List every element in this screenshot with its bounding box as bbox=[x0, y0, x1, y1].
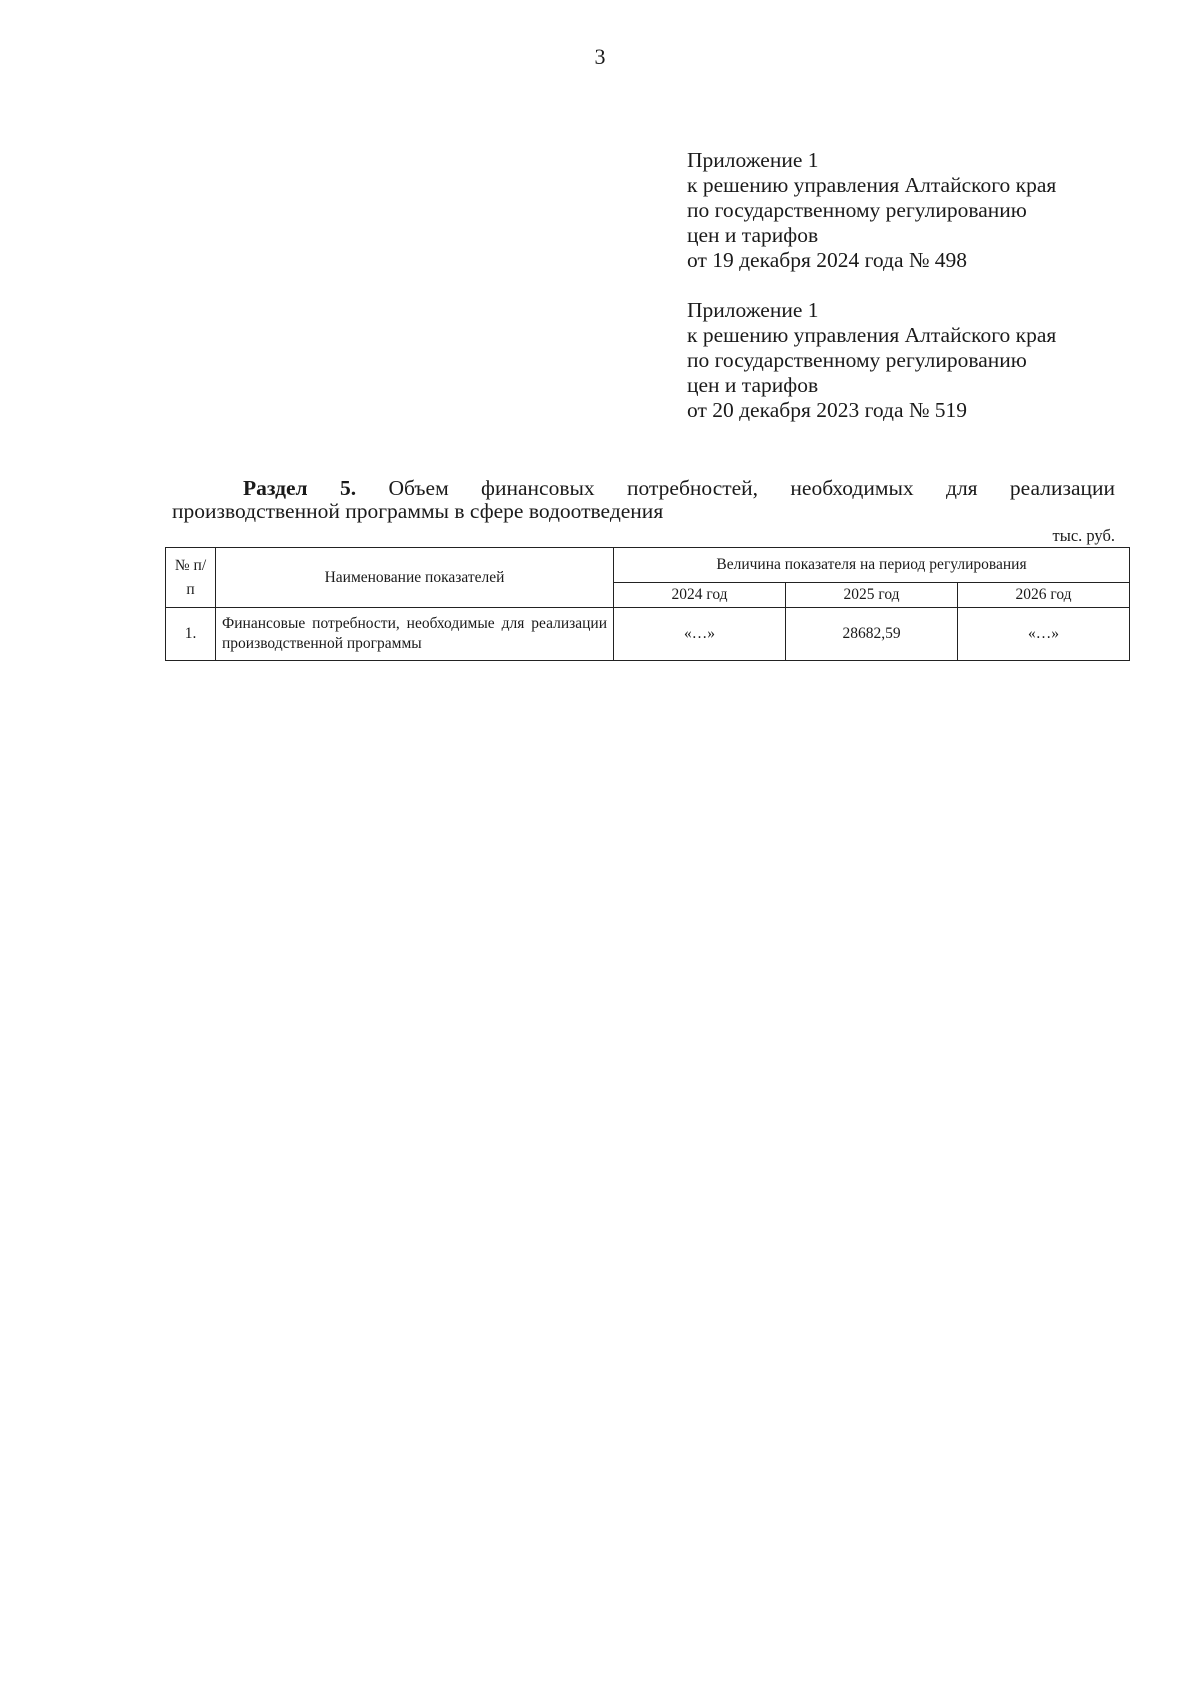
header-name: Наименование показателей bbox=[216, 548, 614, 608]
appendix-line: по государственному регулированию bbox=[687, 348, 1027, 372]
appendix-line: по государственному регулированию bbox=[687, 198, 1027, 222]
row-value-2026: «…» bbox=[958, 608, 1130, 661]
appendix-line: Приложение 1 bbox=[687, 298, 819, 322]
appendix-line: цен и тарифов bbox=[687, 223, 819, 247]
table-row bbox=[166, 608, 1130, 661]
row-num: 1. bbox=[166, 608, 216, 661]
row-value-2025: 28682,59 bbox=[786, 608, 958, 661]
appendix-previous bbox=[687, 298, 1157, 423]
header-year: 2025 год bbox=[786, 583, 958, 608]
appendix-line: цен и тарифов bbox=[687, 373, 819, 397]
appendix-line: от 20 декабря 2023 года № 519 bbox=[687, 398, 967, 422]
header-year: 2026 год bbox=[958, 583, 1130, 608]
section-heading bbox=[172, 477, 1115, 523]
appendix-current bbox=[687, 148, 1157, 273]
row-value-2024: «…» bbox=[614, 608, 786, 661]
section-title-line2: производственной программы в сфере водоотведения bbox=[172, 499, 664, 523]
units-label: тыс. руб. bbox=[1052, 526, 1115, 545]
row-name: Финансовые потребности, необходимые для реализации производственной программы bbox=[216, 608, 614, 661]
appendix-line: к решению управления Алтайского края bbox=[687, 173, 1057, 197]
appendix-line: к решению управления Алтайского края bbox=[687, 323, 1057, 347]
section-heading-line1 bbox=[172, 477, 1115, 500]
appendix-line: Приложение 1 bbox=[687, 148, 819, 172]
financial-needs-table bbox=[165, 547, 1130, 661]
header-num: № п/п bbox=[166, 548, 216, 608]
section-title-line1: Объем финансовых потребностей, необходимых для реализации bbox=[388, 476, 1116, 500]
appendix-line: от 19 декабря 2024 года № 498 bbox=[687, 248, 967, 272]
section-label: Раздел 5. bbox=[243, 476, 357, 500]
header-year: 2024 год bbox=[614, 583, 786, 608]
page-number: 3 bbox=[594, 44, 606, 69]
header-period-group: Величина показателя на период регулирования bbox=[614, 548, 1130, 583]
